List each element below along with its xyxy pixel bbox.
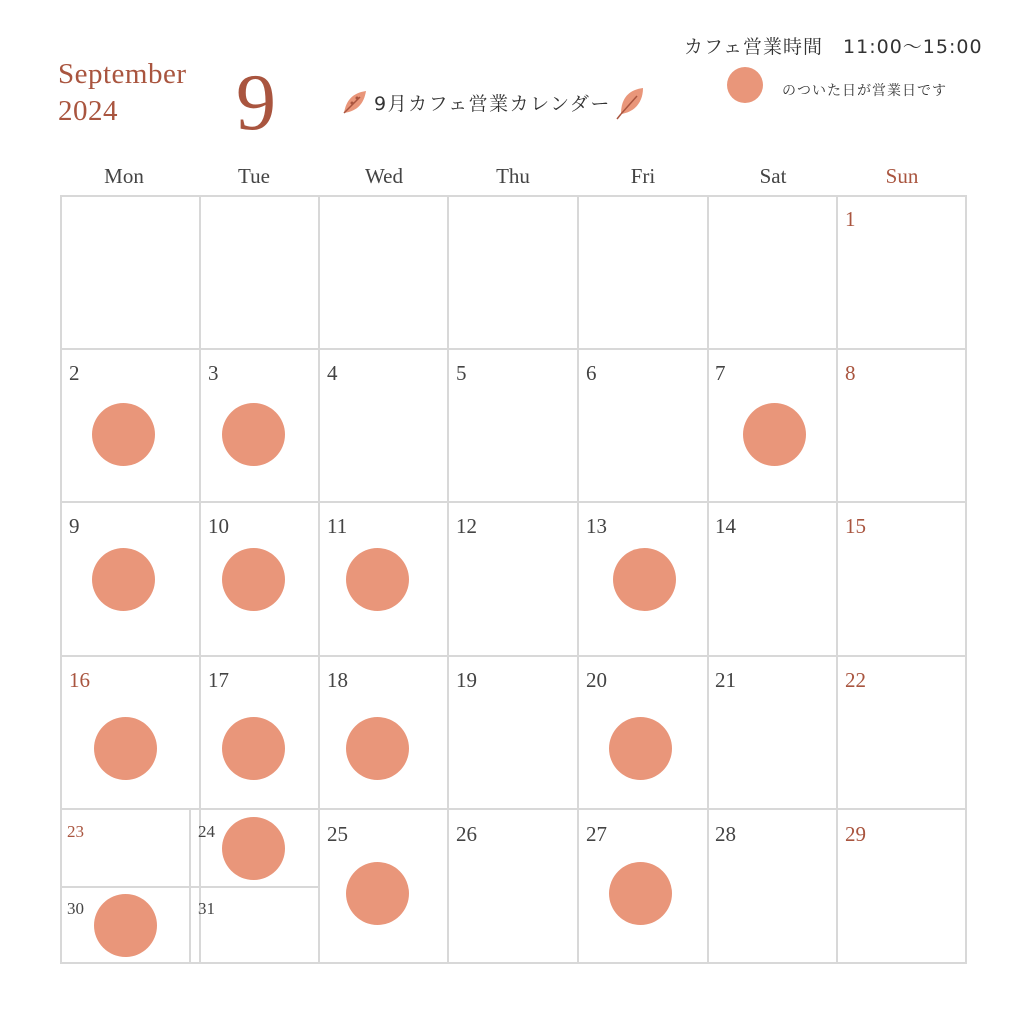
open-day-dot <box>346 548 409 611</box>
day-24: 24 <box>198 822 215 841</box>
day-25: 25 <box>327 822 348 846</box>
leaf-icon <box>340 87 370 117</box>
grid-line <box>189 808 191 964</box>
grid-line <box>447 195 449 964</box>
day-1: 1 <box>845 207 856 231</box>
day-3: 3 <box>208 361 219 385</box>
grid-line <box>60 962 967 964</box>
day-30: 30 <box>67 899 84 918</box>
weekday-mon: Mon <box>104 164 144 188</box>
day-15: 15 <box>845 514 866 538</box>
grid-line <box>577 195 579 964</box>
day-12: 12 <box>456 514 477 538</box>
open-day-dot <box>743 403 806 466</box>
business-hours: カフェ営業時間 11:00〜15:00 <box>684 36 983 58</box>
grid-line <box>707 195 709 964</box>
weekday-sun: Sun <box>885 164 919 188</box>
open-day-dot <box>92 403 155 466</box>
legend-text: のついた日が営業日です <box>782 83 947 99</box>
month-number: 9 <box>236 59 276 147</box>
day-27: 27 <box>586 822 607 846</box>
open-day-dot <box>222 717 285 780</box>
day-29: 29 <box>845 822 866 846</box>
leaf-icon <box>615 84 647 120</box>
day-10: 10 <box>208 514 229 538</box>
grid-line <box>60 655 967 657</box>
month-title <box>58 56 187 130</box>
day-19: 19 <box>456 668 477 692</box>
grid-line <box>60 348 967 350</box>
day-11: 11 <box>327 514 348 538</box>
open-day-dot <box>613 548 676 611</box>
day-5: 5 <box>456 361 467 385</box>
open-day-dot <box>94 717 157 780</box>
weekday-thu: Thu <box>496 164 530 188</box>
grid-line <box>318 195 320 964</box>
grid-line <box>836 195 838 964</box>
weekday-sat: Sat <box>759 164 787 188</box>
day-9: 9 <box>69 514 80 538</box>
grid-line <box>60 808 967 810</box>
day-18: 18 <box>327 668 348 692</box>
day-26: 26 <box>456 822 477 846</box>
open-day-dot <box>94 894 157 957</box>
open-day-dot <box>222 403 285 466</box>
year: 2024 <box>58 95 118 127</box>
day-13: 13 <box>586 514 607 538</box>
weekday-fri: Fri <box>630 164 656 188</box>
day-17: 17 <box>208 668 229 692</box>
day-16: 16 <box>69 668 90 692</box>
open-day-dot <box>222 548 285 611</box>
day-28: 28 <box>715 822 736 846</box>
weekday-tue: Tue <box>238 164 270 188</box>
day-20: 20 <box>586 668 607 692</box>
day-2: 2 <box>69 361 80 385</box>
day-21: 21 <box>715 668 736 692</box>
legend-dot <box>727 67 763 103</box>
grid-line <box>965 195 967 964</box>
calendar-title <box>340 84 647 120</box>
weekday-wed: Wed <box>365 164 403 188</box>
open-day-dot <box>346 717 409 780</box>
grid-line <box>199 195 201 964</box>
open-day-dot <box>346 862 409 925</box>
day-7: 7 <box>715 361 726 385</box>
open-day-dot <box>609 717 672 780</box>
open-day-dot <box>222 817 285 880</box>
day-31: 31 <box>198 899 215 918</box>
day-23: 23 <box>67 822 84 841</box>
day-6: 6 <box>586 361 597 385</box>
grid-line <box>60 501 967 503</box>
grid-line <box>60 195 62 964</box>
day-4: 4 <box>327 361 338 385</box>
grid-line <box>60 195 967 197</box>
calendar-title-text: 9月カフェ営業カレンダー <box>374 92 611 115</box>
open-day-dot <box>609 862 672 925</box>
open-day-dot <box>92 548 155 611</box>
day-14: 14 <box>715 514 736 538</box>
day-22: 22 <box>845 668 866 692</box>
day-8: 8 <box>845 361 856 385</box>
month-name: September <box>58 58 187 90</box>
